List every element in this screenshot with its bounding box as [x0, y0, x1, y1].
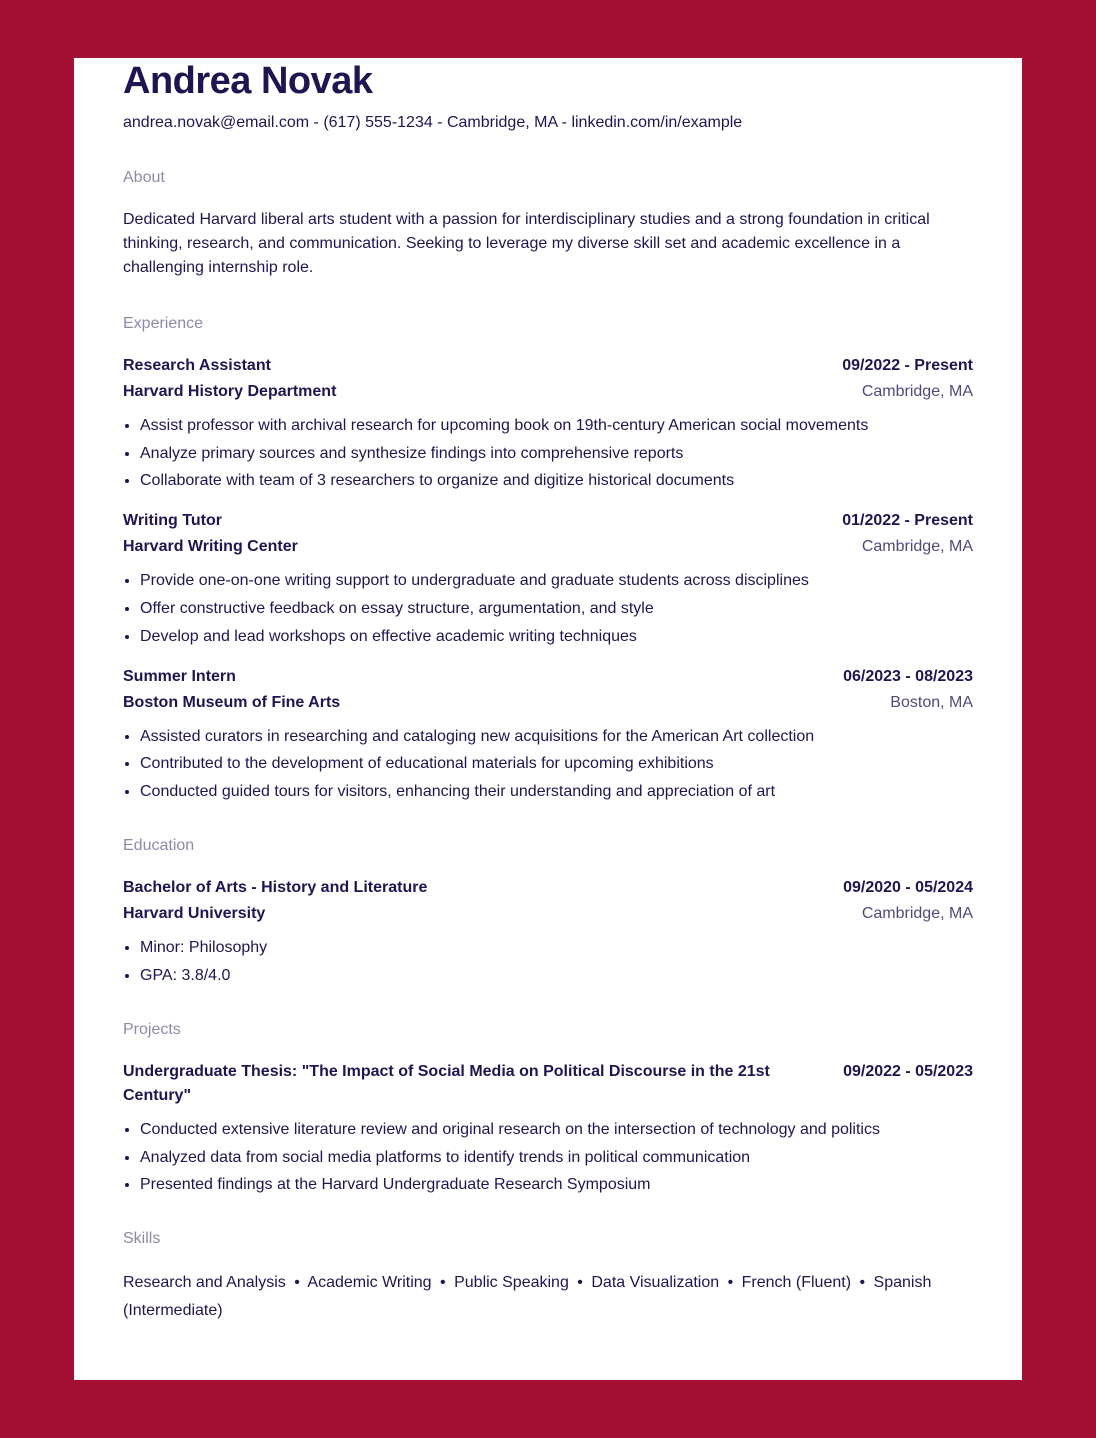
- entry-header: [123, 509, 973, 533]
- job-title: Writing Tutor: [123, 512, 222, 530]
- entry-header: [123, 665, 973, 689]
- skill-separator: •: [859, 1274, 866, 1292]
- entry-subheader: [123, 689, 973, 715]
- entry-subheader: [123, 900, 973, 926]
- entry-subheader: [123, 533, 973, 559]
- education-entry: [123, 876, 973, 986]
- skill-separator: •: [727, 1274, 734, 1292]
- section-title-experience: Experience: [123, 315, 204, 332]
- job-dates: 06/2023 - 08/2023: [843, 667, 973, 685]
- job-bullets: [123, 571, 973, 646]
- bullet-item: • Minor: Philosophy: [140, 938, 973, 958]
- job-bullets: [123, 727, 973, 802]
- job-organization: Boston Museum of Fine Arts: [123, 693, 341, 711]
- entry-subheader: [123, 378, 973, 404]
- job-organization: Harvard Writing Center: [123, 538, 298, 556]
- resume-content: [123, 58, 973, 1325]
- bullet-item: • Offer constructive feedback on essay structure, argumentation, and style: [140, 599, 973, 619]
- bullet-item: • Assisted curators in researching and cataloging new acquisitions for the American Art collection: [140, 727, 973, 747]
- skill-item: Public Speaking: [454, 1274, 569, 1292]
- section-title-skills: Skills: [123, 1230, 161, 1248]
- project-entry: [123, 1060, 973, 1195]
- job-dates: 09/2022 - Present: [842, 357, 973, 374]
- entry-header: [123, 1060, 973, 1108]
- bullet-item: • Collaborate with team of 3 researchers to organize and digitize historical documents: [140, 471, 973, 491]
- experience-entry: [123, 665, 973, 802]
- education-bullets: [123, 938, 973, 986]
- job-location: Cambridge, MA: [861, 538, 973, 556]
- resume-page: [74, 58, 1022, 1380]
- project-bullets: [123, 1120, 973, 1195]
- section-title-education: Education: [123, 837, 195, 855]
- bullet-item: • Provide one-on-one writing support to undergraduate and graduate students across disciplines: [140, 571, 973, 591]
- candidate-name: Andrea Novak: [123, 60, 373, 102]
- skill-item: French (Fluent): [741, 1274, 852, 1292]
- project-dates: 09/2022 - 05/2023: [843, 1062, 973, 1080]
- entry-header: [123, 354, 973, 378]
- section-title-about: About: [123, 169, 165, 186]
- skills-list: [123, 1269, 973, 1325]
- skill-item: Data Visualization: [591, 1274, 720, 1292]
- degree-title: Bachelor of Arts - History and Literature: [123, 879, 428, 897]
- entry-header: [123, 876, 973, 900]
- skill-item: Research and Analysis: [123, 1274, 286, 1292]
- skill-separator: •: [577, 1274, 583, 1292]
- bullet-item: • Analyze primary sources and synthesize findings into comprehensive reports: [140, 444, 973, 464]
- experience-entry: [123, 354, 973, 491]
- bullet-item: • Analyzed data from social media platforms to identify trends in political communication: [140, 1148, 973, 1168]
- job-dates: 01/2022 - Present: [842, 512, 973, 530]
- section-title-projects: Projects: [123, 1020, 181, 1038]
- skill-separator: •: [440, 1274, 446, 1292]
- skill-item: Academic Writing: [307, 1274, 432, 1292]
- skill-separator: •: [294, 1274, 300, 1292]
- bullet-item: • Contributed to the development of educational materials for upcoming exhibitions: [140, 754, 973, 774]
- education-dates: 09/2020 - 05/2024: [843, 879, 973, 897]
- job-title: Summer Intern: [123, 667, 236, 685]
- project-title: Undergraduate Thesis: "The Impact of Social Media on Political Discourse in the 21st Century": [123, 1062, 770, 1104]
- bullet-item: • Develop and lead workshops on effective academic writing techniques: [140, 627, 973, 647]
- experience-entry: [123, 509, 973, 646]
- bullet-item: • Conducted extensive literature review and original research on the intersection of technology and politics: [140, 1120, 973, 1140]
- bullet-item: • GPA: 3.8/4.0: [140, 966, 973, 986]
- bullet-item: • Conducted guided tours for visitors, enhancing their understanding and appreciation of art: [140, 782, 973, 802]
- bullet-item: • Presented findings at the Harvard Undergraduate Research Symposium: [140, 1175, 973, 1195]
- skill-item: Spanish (Intermediate): [123, 1274, 932, 1320]
- school-location: Cambridge, MA: [861, 905, 973, 923]
- contact-line: andrea.novak@email.com - (617) 555-1234 - Cambridge, MA - linkedin.com/in/example: [123, 114, 743, 131]
- job-title: Research Assistant: [123, 357, 271, 374]
- job-location: Cambridge, MA: [861, 383, 973, 400]
- job-organization: Harvard History Department: [123, 383, 337, 400]
- job-location: Boston, MA: [890, 693, 973, 711]
- job-bullets: [123, 416, 973, 491]
- about-text: Dedicated Harvard liberal arts student with a passion for interdisciplinary studies and a strong foundation in critical thinking, research, and communication. Seeking to leverage my diverse skill set and academic excellence in a challenging internship role.: [123, 211, 930, 276]
- bullet-item: • Assist professor with archival research for upcoming book on 19th-century American social movements: [140, 416, 973, 436]
- school-name: Harvard University: [123, 905, 266, 923]
